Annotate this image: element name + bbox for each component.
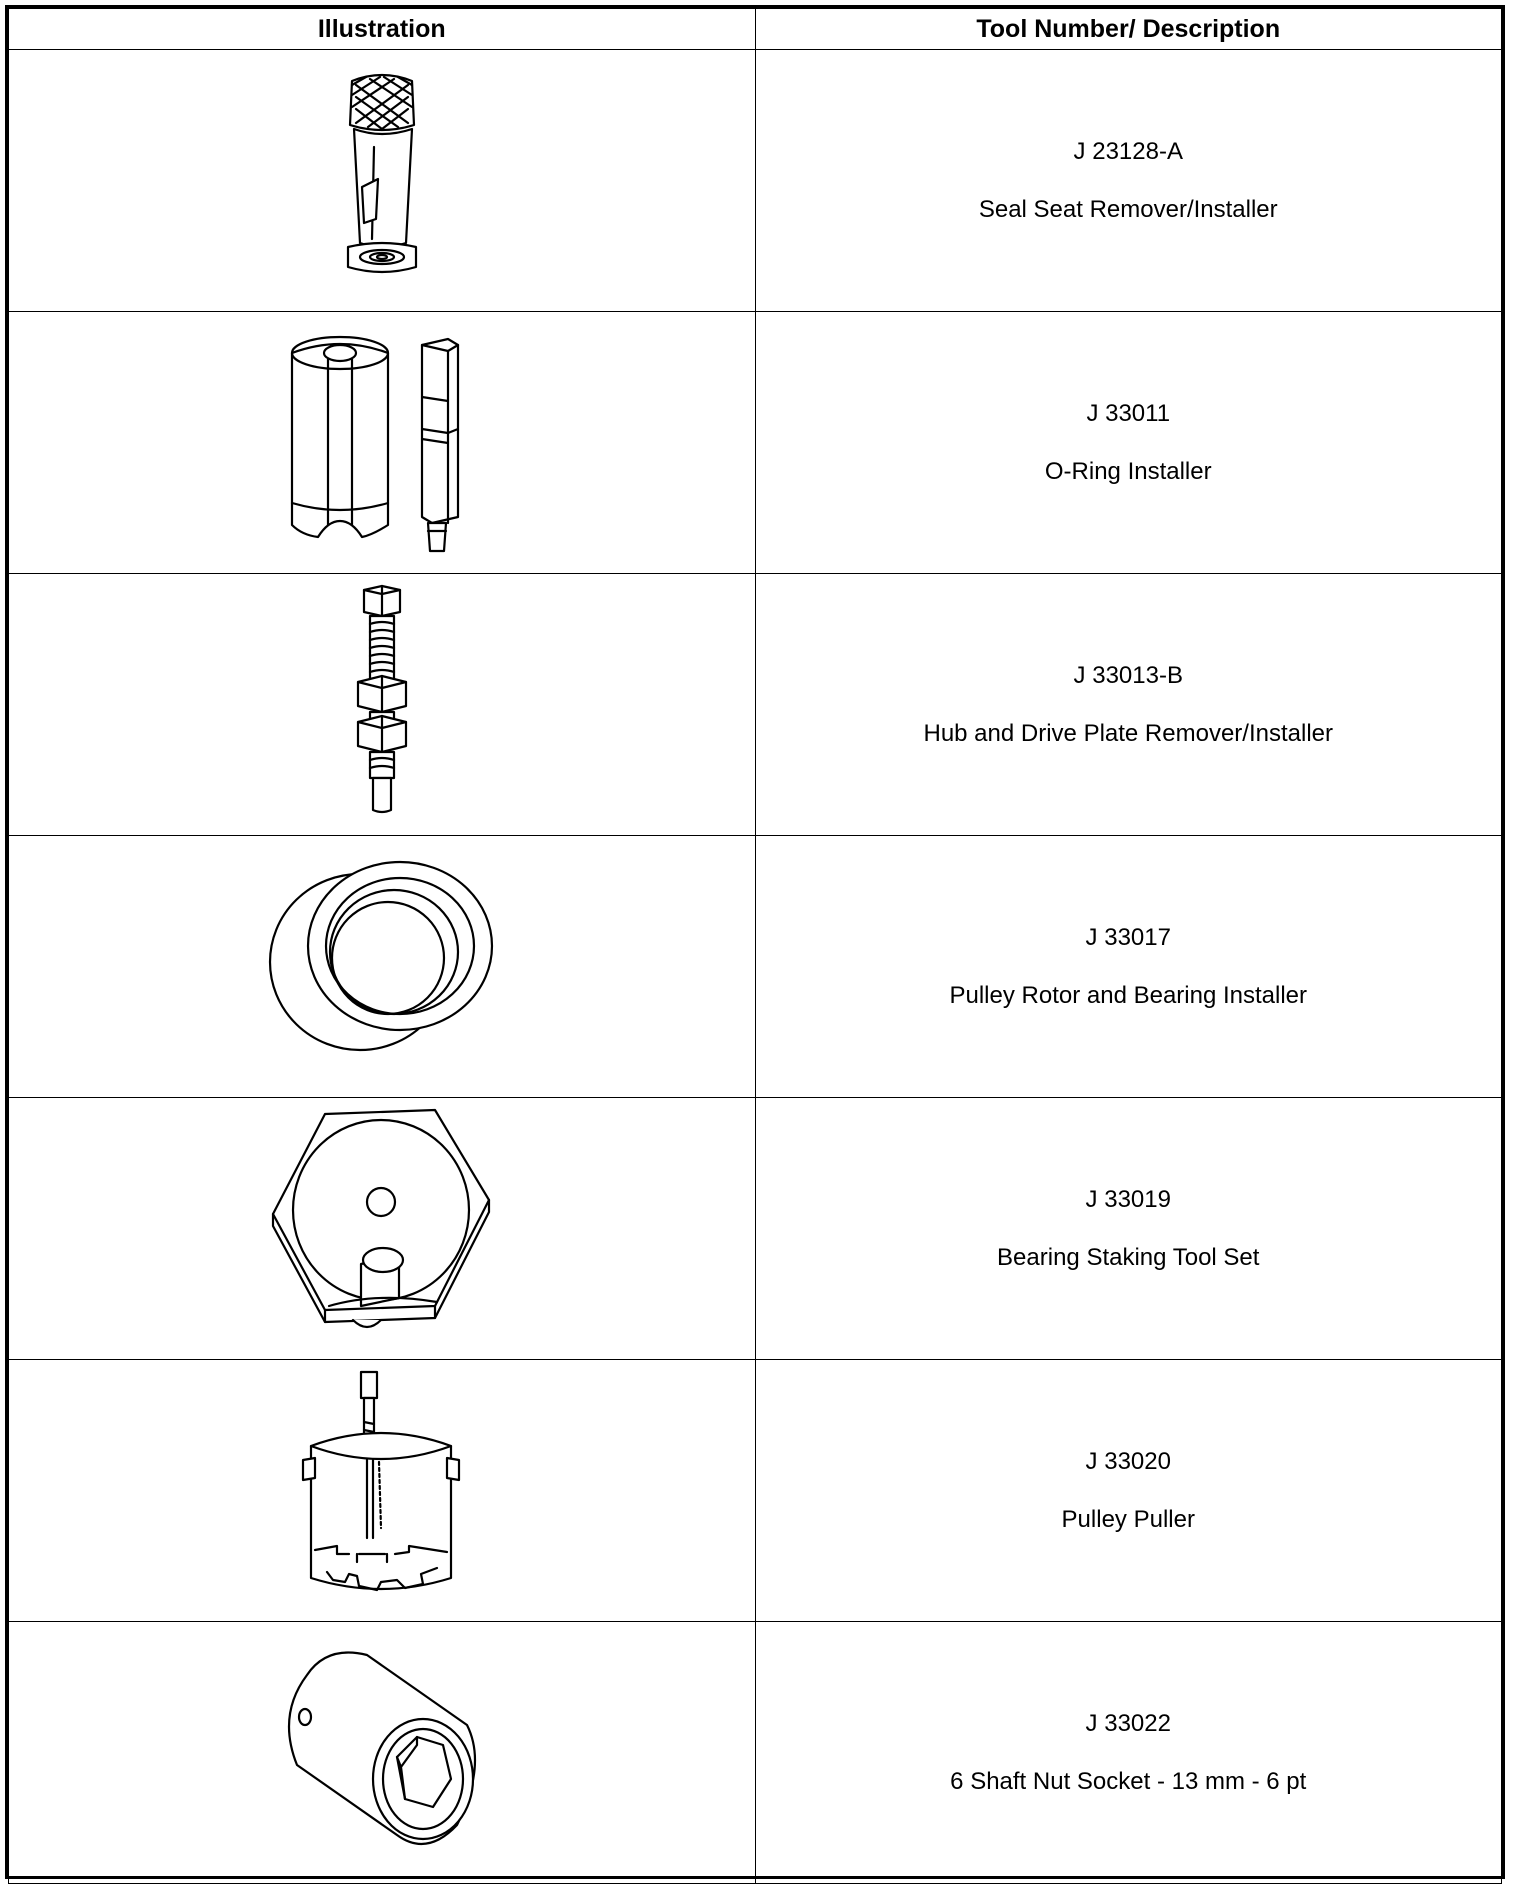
tool-number: J 23128-A — [1073, 137, 1183, 165]
tool-description-cell — [755, 50, 1502, 312]
tool-description: Pulley Puller — [1061, 1505, 1195, 1533]
illustration-cell — [9, 1360, 756, 1622]
pulley-rotor-bearing-installer-drawing-icon — [262, 854, 502, 1074]
tool-description-cell — [755, 312, 1502, 574]
tool-number: J 33020 — [1085, 1447, 1171, 1475]
table-row — [9, 1360, 1502, 1622]
tool-number: J 33019 — [1085, 1185, 1171, 1213]
seal-seat-remover-installer-drawing-icon — [312, 63, 452, 293]
table-row — [9, 312, 1502, 574]
bearing-staking-tool-drawing-icon — [267, 1106, 497, 1346]
header-illustration: Illustration — [9, 9, 756, 50]
tool-number: J 33017 — [1085, 923, 1171, 951]
table-row — [9, 50, 1502, 312]
illustration-cell — [9, 836, 756, 1098]
shaft-nut-socket-drawing-icon — [267, 1635, 497, 1865]
tool-number: J 33013-B — [1073, 661, 1183, 689]
tool-description-cell — [755, 1360, 1502, 1622]
tool-description: Pulley Rotor and Bearing Installer — [949, 981, 1308, 1009]
illustration-cell — [9, 1098, 756, 1360]
header-tool-number-description: Tool Number/ Description — [755, 9, 1502, 50]
pulley-puller-drawing-icon — [297, 1368, 467, 1608]
tool-description-cell — [755, 574, 1502, 836]
tool-table-sheet — [5, 5, 1505, 1879]
table-row — [9, 574, 1502, 836]
tool-number: J 33011 — [1086, 399, 1171, 427]
tool-description: O-Ring Installer — [1044, 457, 1212, 485]
tool-description: Hub and Drive Plate Remover/Installer — [923, 719, 1333, 747]
tool-description-cell — [755, 1622, 1502, 1884]
tool-description: 6 Shaft Nut Socket - 13 mm - 6 pt — [950, 1767, 1307, 1795]
hub-drive-plate-remover-drawing-icon — [332, 582, 432, 822]
illustration-cell — [9, 574, 756, 836]
tool-number: J 33022 — [1085, 1709, 1171, 1737]
tool-description: Seal Seat Remover/Installer — [978, 195, 1278, 223]
table-row — [9, 1098, 1502, 1360]
illustration-cell — [9, 50, 756, 312]
o-ring-installer-drawing-icon — [272, 325, 492, 555]
illustration-cell — [9, 1622, 756, 1884]
table-row — [9, 1622, 1502, 1884]
tool-description-cell — [755, 836, 1502, 1098]
tool-description: Bearing Staking Tool Set — [997, 1243, 1260, 1271]
header-row — [9, 9, 1502, 50]
table-row — [9, 836, 1502, 1098]
tool-description-cell — [755, 1098, 1502, 1360]
special-tools-table — [8, 8, 1502, 1884]
illustration-cell — [9, 312, 756, 574]
